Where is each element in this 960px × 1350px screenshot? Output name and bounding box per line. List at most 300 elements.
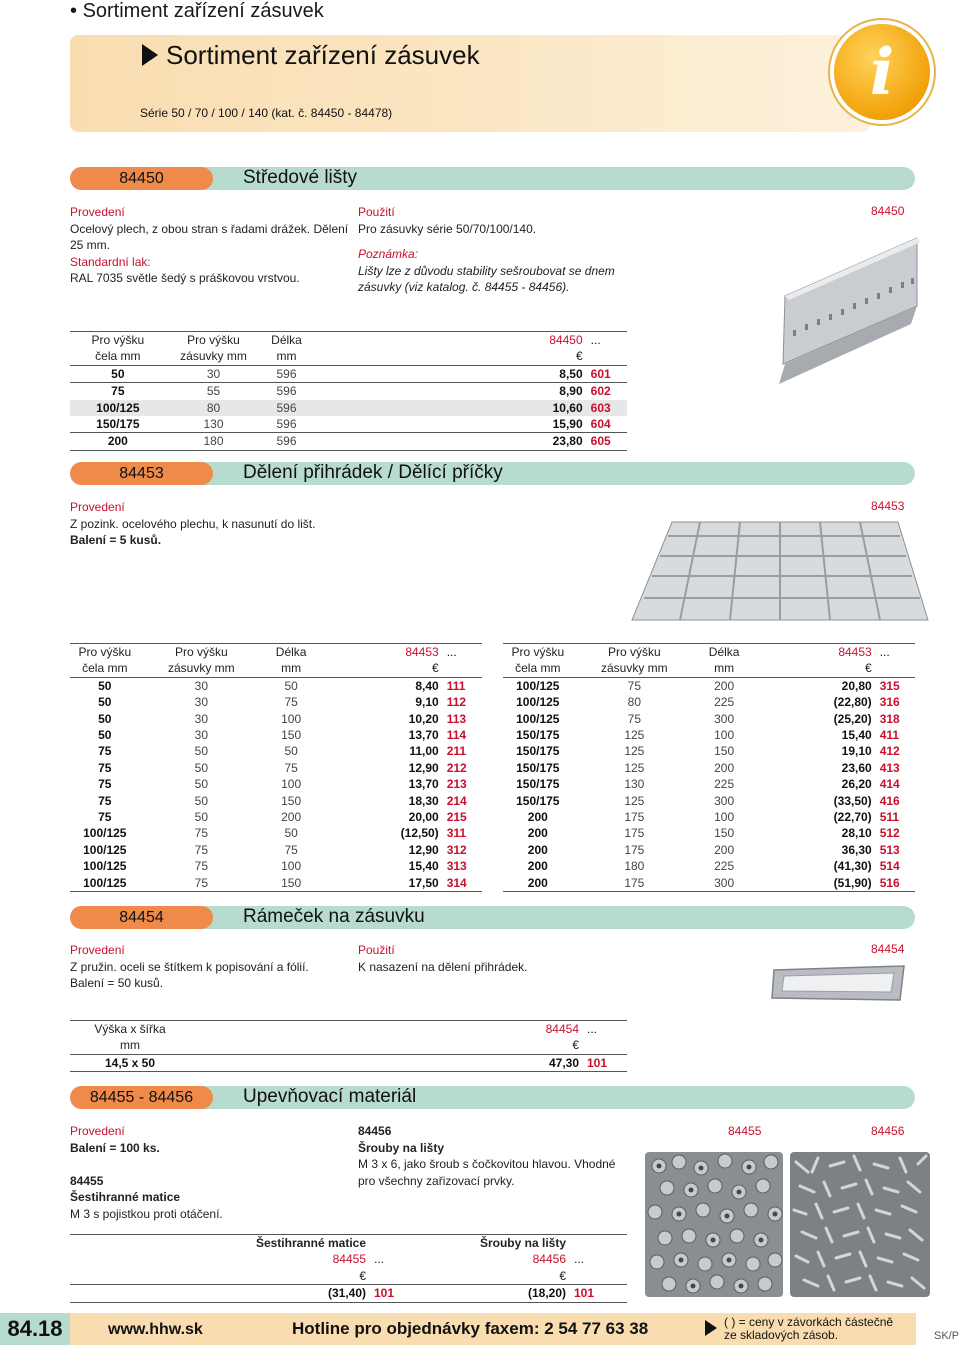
- table-row: [503, 809, 915, 825]
- cell: 75: [627, 711, 642, 726]
- cell-price: 19,10: [841, 744, 872, 759]
- cell: 125: [624, 760, 645, 775]
- s1-image-code: 84450: [871, 204, 905, 218]
- cell-spacer: [319, 875, 347, 892]
- drawer-frame-image: [770, 964, 908, 1004]
- table-row: [503, 875, 915, 892]
- cell-spacer: [752, 711, 780, 727]
- s1-note-label: Poznámka:: [358, 247, 419, 261]
- s3-prov-text: Z pružin. oceli se štítkem k popisování a fólií. Balení = 50 kusů.: [70, 959, 309, 990]
- cell: 175: [624, 875, 645, 890]
- s4-table: [70, 1234, 627, 1303]
- cell-code: 311: [446, 826, 467, 841]
- cell: 150/175: [516, 793, 560, 808]
- cell-price: (12,50): [400, 826, 439, 841]
- cell-spacer: [319, 677, 347, 694]
- s1-note-text: Lišty lze z důvodu stability sešroubovat se dnem zásuvky (viz katalog. č. 84455 - 84456).: [358, 263, 615, 294]
- cell: 100/125: [83, 826, 127, 841]
- section-code-84455: 84455 - 84456: [70, 1086, 213, 1109]
- cell-price: 23,60: [841, 760, 872, 775]
- s4-name-a: Šestihranné matice: [70, 1190, 181, 1204]
- cell-code: 416: [879, 793, 900, 808]
- cell-code: 111: [446, 678, 466, 693]
- cell: 100/125: [83, 875, 127, 890]
- cell-price: 23,80: [552, 434, 583, 449]
- s2l-th-currency: €: [432, 661, 439, 676]
- table-row: [70, 1285, 627, 1302]
- s2l-th-dots: ...: [446, 645, 457, 659]
- cell-price-b: (18,20): [527, 1286, 566, 1301]
- table-row: [70, 677, 482, 694]
- cell: 75: [98, 744, 112, 759]
- s4-code-b: 84456: [358, 1124, 392, 1138]
- cell-code: 414: [879, 777, 900, 792]
- s3-th-unit: mm: [120, 1038, 140, 1053]
- cell-spacer: [319, 743, 347, 759]
- cell-code: 313: [446, 859, 467, 874]
- cell: 150/175: [516, 777, 560, 792]
- cell-spacer: [319, 760, 347, 776]
- table-row: [503, 760, 915, 776]
- cell-code: 412: [879, 744, 900, 759]
- s2-table-right: [503, 643, 915, 892]
- cell-code: 101: [587, 1055, 608, 1070]
- cell: 200: [107, 434, 128, 449]
- cell-price: 12,90: [408, 760, 439, 775]
- cell-price: 13,70: [408, 777, 439, 792]
- cell-price: 15,40: [408, 859, 439, 874]
- s2l-th-drawer: Pro výšku: [174, 645, 228, 659]
- cell: 150/175: [96, 417, 140, 432]
- cell: 130: [624, 777, 645, 792]
- cell: 200: [714, 760, 735, 775]
- cell-price: 11,00: [409, 744, 439, 759]
- cell-code: 214: [446, 793, 467, 808]
- cell: 50: [194, 760, 209, 775]
- cell-price: 8,90: [559, 384, 583, 399]
- s1-table: [70, 331, 627, 451]
- cell-spacer: [752, 727, 780, 743]
- s2r-th-currency: €: [865, 661, 872, 676]
- s2r-th-front: Pro výšku: [511, 645, 565, 659]
- cell-code: 513: [879, 842, 900, 857]
- s1-use-label: Použití: [358, 205, 395, 219]
- table-row: [70, 416, 627, 433]
- cell-code: 411: [879, 728, 900, 743]
- table-row: [70, 1054, 627, 1071]
- cell-price: 15,90: [552, 417, 583, 432]
- cell-spacer: [752, 776, 780, 792]
- cell: 150: [281, 728, 302, 743]
- cell: 225: [714, 777, 735, 792]
- s2-left-body: [70, 677, 482, 891]
- cell-spacer: [319, 776, 347, 792]
- cell-spacer: [752, 793, 780, 809]
- cell: 200: [714, 678, 735, 693]
- s1-left-text: [70, 204, 350, 287]
- cell-code: 211: [446, 744, 467, 759]
- table-row: [503, 694, 915, 710]
- cell-spacer: [752, 825, 780, 841]
- cell-price: 13,70: [408, 728, 439, 743]
- page-top-title: • Sortiment zařízení zásuvek: [70, 0, 324, 22]
- cell: 225: [714, 859, 735, 874]
- cell: 50: [98, 695, 112, 710]
- cell: 50: [98, 728, 112, 743]
- cell-code: 604: [590, 417, 611, 432]
- cell-code: 601: [590, 366, 611, 381]
- s2r-th-unit2: zásuvky mm: [600, 661, 668, 676]
- cell: 80: [166, 400, 262, 416]
- cell-price: 18,30: [408, 793, 439, 808]
- cell-spacer: [752, 743, 780, 759]
- s1-th-unit2: zásuvky mm: [180, 349, 247, 364]
- cell-spacer: [319, 694, 347, 710]
- cell: 100/125: [83, 859, 127, 874]
- table-row: [503, 793, 915, 809]
- cell: 200: [527, 875, 548, 890]
- s2l-th-unit1: čela mm: [82, 661, 128, 676]
- table-row: [70, 400, 627, 416]
- cell-spacer: [752, 809, 780, 825]
- s2l-th-code: 84453: [405, 645, 439, 659]
- s4-right-text: [358, 1123, 633, 1189]
- cell-price: 26,20: [841, 777, 872, 792]
- s1-use-text: Pro zásuvky série 50/70/100/140.: [358, 221, 537, 236]
- cell: 100/125: [516, 711, 560, 726]
- cell: 200: [714, 842, 735, 857]
- table-row: [70, 433, 627, 450]
- footer-language: SK/P: [934, 1330, 960, 1342]
- s2-image-code: 84453: [871, 499, 905, 513]
- cell: 100: [281, 777, 302, 792]
- cell-code: 112: [446, 695, 467, 710]
- cell-code-b: 101: [574, 1286, 595, 1301]
- cell: 30: [206, 366, 221, 381]
- cell-spacer: [319, 858, 347, 874]
- cell: 125: [624, 744, 645, 759]
- s4-th-screws: Šrouby na lišty: [479, 1236, 566, 1250]
- s4-text-a: M 3 s pojistkou proti otáčení.: [70, 1206, 223, 1221]
- cell: 200: [281, 810, 302, 825]
- s1-th-code: 84450: [549, 333, 583, 347]
- cell: 130: [203, 417, 224, 432]
- section-title-84454: Rámeček na zásuvku: [243, 906, 425, 927]
- cell: 200: [527, 810, 548, 825]
- cell: 30: [194, 695, 209, 710]
- table-row: [70, 760, 482, 776]
- footer-note: ( ) = ceny v závorkách částečně ze skladových zásob.: [724, 1315, 894, 1342]
- banner-subtitle: Série 50 / 70 / 100 / 140 (kat. č. 84450 - 84478): [140, 106, 393, 120]
- cell: 150: [714, 826, 735, 841]
- cell-spacer: [752, 760, 780, 776]
- cell-spacer: [752, 694, 780, 710]
- cell-code: 315: [879, 678, 900, 693]
- cell-price: 17,50: [408, 875, 439, 890]
- cell: 200: [527, 826, 548, 841]
- info-letter: i: [869, 34, 895, 110]
- cell-price: (33,50): [833, 793, 872, 808]
- s1-th-dots: ...: [590, 333, 601, 347]
- s2-right-body: [503, 677, 915, 891]
- cell-spacer: [319, 711, 347, 727]
- cell-price: 8,50: [559, 366, 583, 381]
- cell: 30: [194, 678, 209, 693]
- table-row: [70, 793, 482, 809]
- s1-lak-text: RAL 7035 světle šedý s práškovou vrstvou.: [70, 271, 300, 285]
- table-row: [70, 875, 482, 892]
- s2-text: [70, 499, 390, 549]
- s4-text-b: M 3 x 6, jako šroub s čočkovitou hlavou. Vhodné pro všechny zařizovací prvky.: [358, 1157, 616, 1188]
- cell-code: 512: [879, 826, 900, 841]
- s2l-th-front: Pro výšku: [78, 645, 132, 659]
- cell: 50: [194, 744, 209, 759]
- cell-code: 114: [446, 728, 467, 743]
- cell: 150: [281, 875, 302, 890]
- section-code-84450: 84450: [70, 167, 213, 190]
- s1-right-text: [358, 204, 618, 296]
- cell-code: 318: [879, 711, 900, 726]
- cell-spacer: [319, 809, 347, 825]
- cell-price: 28,10: [841, 826, 872, 841]
- section-code-84454: 84454: [70, 906, 213, 929]
- table-row: [70, 743, 482, 759]
- s4-th-code-a: 84455: [332, 1252, 366, 1267]
- s3-th-dots: ...: [587, 1022, 598, 1036]
- s1-th-drawer: Pro výšku: [187, 333, 240, 347]
- footer-arrow-icon: [705, 1320, 717, 1336]
- footer-hotline: Hotline pro objednávky faxem: 2 54 77 63 38: [292, 1319, 649, 1338]
- s2r-th-unit3: mm: [714, 661, 735, 676]
- cell-code: 314: [446, 875, 467, 890]
- cell: 75: [98, 810, 112, 825]
- cell: 100/125: [516, 678, 560, 693]
- rail-screws-image: [790, 1152, 930, 1297]
- cell: 75: [284, 760, 298, 775]
- table-row: [70, 694, 482, 710]
- s2l-th-length: Délka: [275, 645, 307, 659]
- s1-th-unit1: čela mm: [95, 349, 141, 364]
- cell: 150/175: [516, 760, 560, 775]
- cell: 14,5 x 50: [104, 1055, 156, 1070]
- cell: 225: [714, 695, 735, 710]
- s1-th-unit3: mm: [276, 349, 297, 364]
- cell-spacer: [319, 793, 347, 809]
- table-row: [503, 842, 915, 858]
- cell: 100/125: [70, 400, 166, 416]
- s4-th-dots-a: ...: [374, 1252, 385, 1267]
- cell-price: 8,40: [415, 678, 439, 693]
- cell-code: 511: [879, 810, 900, 825]
- cell: 75: [284, 695, 298, 710]
- cell-code: 602: [590, 384, 611, 399]
- cell-price: 47,30: [548, 1055, 579, 1070]
- banner-title: Sortiment zařízení zásuvek: [166, 40, 480, 70]
- cell-code: 603: [587, 400, 627, 416]
- cell-price: (25,20): [833, 711, 872, 726]
- cell: 75: [98, 777, 112, 792]
- cell: 175: [624, 826, 645, 841]
- cell: 50: [284, 678, 298, 693]
- s1-th-front: Pro výšku: [91, 333, 145, 347]
- cell: 175: [624, 842, 645, 857]
- s2-pack-text: Balení = 5 kusů.: [70, 533, 162, 547]
- table-row: [70, 858, 482, 874]
- cell: 50: [284, 744, 298, 759]
- cell: 55: [206, 384, 221, 399]
- hex-nuts-image: [645, 1152, 783, 1297]
- cell: 180: [624, 859, 645, 874]
- cell: 300: [714, 875, 735, 890]
- table-row: [503, 825, 915, 841]
- footer-website-link[interactable]: www.hhw.sk: [108, 1321, 203, 1338]
- s4-th-currency-a: €: [359, 1268, 366, 1283]
- table-row: [70, 727, 482, 743]
- cell: 50: [98, 711, 112, 726]
- cell: 150: [281, 793, 302, 808]
- s3-th-currency: €: [572, 1038, 579, 1053]
- cell: 100: [281, 859, 302, 874]
- cell: 75: [98, 793, 112, 808]
- cell: 75: [627, 678, 642, 693]
- s3-use-label: Použití: [358, 943, 395, 957]
- s4-th-nuts: Šestihranné matice: [255, 1236, 366, 1250]
- s4-left-text: [70, 1123, 330, 1222]
- cell-price: 10,20: [408, 711, 439, 726]
- s1-prov-label: Provedení: [70, 205, 125, 219]
- s3-prov-label: Provedení: [70, 943, 125, 957]
- s2l-th-unit3: mm: [281, 661, 302, 676]
- cell: 150/175: [516, 728, 560, 743]
- cell-spacer: [319, 825, 347, 841]
- cell-price: (51,90): [833, 875, 872, 890]
- cell: 75: [111, 384, 125, 399]
- cell: 200: [527, 859, 548, 874]
- cell-price: 10,60: [498, 400, 587, 416]
- s4-th-code-b: 84456: [532, 1252, 566, 1267]
- cell-price: (22,70): [833, 810, 872, 825]
- cell: 100/125: [516, 695, 560, 710]
- s4-prov-label: Provedení: [70, 1124, 125, 1138]
- table-row: [70, 365, 627, 382]
- cell: 596: [276, 434, 297, 449]
- cell-price-a: (31,40): [327, 1286, 366, 1301]
- cell-price: 36,30: [841, 842, 872, 857]
- cell-code: 316: [879, 695, 900, 710]
- cell-price: (41,30): [833, 859, 872, 874]
- cell: 80: [627, 695, 642, 710]
- s3-th-code: 84454: [545, 1022, 579, 1036]
- section-title-84455: Upevňovací materiál: [243, 1086, 417, 1107]
- cell: 75: [194, 859, 209, 874]
- cell: 596: [261, 400, 311, 416]
- cell-price: 20,00: [408, 810, 439, 825]
- cell: 180: [203, 434, 224, 449]
- section-code-84453: 84453: [70, 462, 213, 485]
- cell-spacer: [752, 842, 780, 858]
- s4-pack-text: Balení = 100 ks.: [70, 1140, 160, 1155]
- cell: 100/125: [83, 842, 127, 857]
- table-row: [503, 677, 915, 694]
- cell: 596: [276, 384, 297, 399]
- cell: 300: [714, 711, 735, 726]
- section-title-84450: Středové lišty: [243, 167, 358, 188]
- cell-spacer: [319, 842, 347, 858]
- cell: 75: [98, 760, 112, 775]
- table-row: [70, 711, 482, 727]
- cell-price: 9,10: [415, 695, 439, 710]
- table-row: [70, 809, 482, 825]
- table-row: [70, 383, 627, 400]
- cell-price: (22,80): [833, 695, 872, 710]
- cell: 596: [276, 366, 297, 381]
- table-row: [70, 776, 482, 792]
- table-row: [503, 858, 915, 874]
- cell: 125: [624, 728, 645, 743]
- cell-price: 20,80: [841, 678, 872, 693]
- cell-spacer: [752, 677, 780, 694]
- cell: 100: [714, 728, 735, 743]
- s3-th-size: Výška x šířka: [94, 1022, 166, 1036]
- s1-prov-text: Ocelový plech, z obou stran s řadami drážek. Dělení 25 mm.: [70, 221, 349, 252]
- s2-table-left: [70, 643, 482, 892]
- cell-price: 12,90: [408, 842, 439, 857]
- cell-code: 312: [446, 842, 467, 857]
- s2r-th-dots: ...: [879, 645, 890, 659]
- s4-code-a: 84455: [70, 1173, 104, 1188]
- s4-th-dots-b: ...: [574, 1252, 585, 1267]
- cell: 125: [624, 793, 645, 808]
- cell-code: 113: [446, 711, 467, 726]
- cell-code: 516: [879, 875, 900, 890]
- cell: 50: [111, 366, 125, 381]
- s3-right-text: [358, 942, 618, 975]
- s3-image-code: 84454: [871, 942, 905, 956]
- s4-th-currency-b: €: [559, 1268, 566, 1283]
- cell-price: 15,40: [841, 728, 872, 743]
- s2r-th-code: 84453: [838, 645, 872, 659]
- s4-image-code-b: 84456: [871, 1124, 905, 1138]
- cell: 75: [194, 875, 209, 890]
- cell: 175: [624, 810, 645, 825]
- middle-rail-image: [775, 234, 925, 389]
- table-row: [70, 825, 482, 841]
- s2-prov-label: Provedení: [70, 500, 125, 514]
- cell: 50: [194, 793, 209, 808]
- cell-spacer: [319, 727, 347, 743]
- cell: 150: [714, 744, 735, 759]
- s3-left-text: [70, 942, 345, 992]
- cell-spacer: [752, 875, 780, 892]
- s1-th-currency: €: [575, 349, 583, 364]
- s4-name-b: Šrouby na lišty: [358, 1140, 445, 1155]
- cell-code-a: 101: [374, 1286, 395, 1301]
- table-row: [503, 727, 915, 743]
- cell: 30: [194, 728, 209, 743]
- page-number: 84.18: [0, 1313, 70, 1345]
- cell: 75: [284, 842, 298, 857]
- cell: 150/175: [516, 744, 560, 759]
- s2-prov-text: Z pozink. ocelového plechu, k nasunutí do lišt.: [70, 516, 316, 531]
- cell: 75: [194, 826, 209, 841]
- cell-code: 605: [590, 434, 611, 449]
- cell-code: 213: [446, 777, 467, 792]
- cell: 300: [714, 793, 735, 808]
- s2r-th-drawer: Pro výšku: [607, 645, 661, 659]
- s1-th-length: Délka: [271, 333, 302, 347]
- s4-image-code-a: 84455: [728, 1124, 762, 1138]
- cell-code: 212: [446, 760, 467, 775]
